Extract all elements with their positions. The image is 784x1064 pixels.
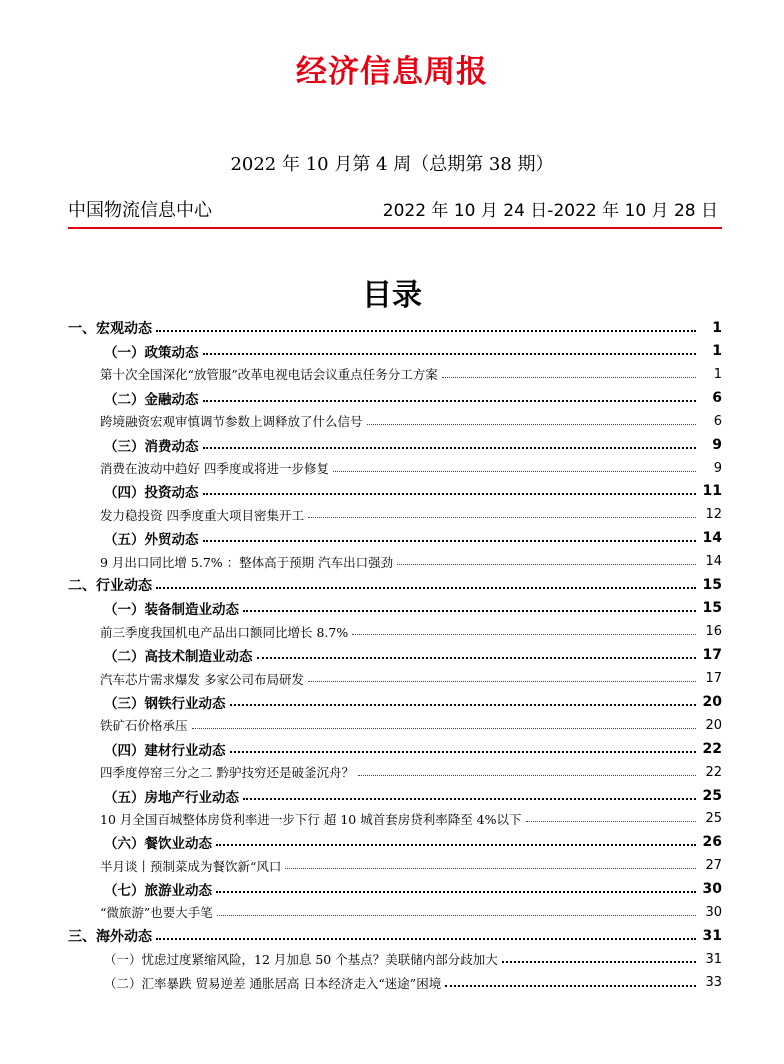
toc-entry-page: 33 — [705, 975, 722, 991]
toc-entry-page: 1 — [712, 319, 722, 336]
header-divider — [68, 227, 722, 229]
toc-entry[interactable] — [68, 316, 722, 339]
toc-dot-leader — [445, 985, 696, 987]
toc-entry-label: 半月谈丨预制菜成为餐饮新“风口 — [100, 858, 282, 874]
toc-dot-leader — [203, 540, 697, 542]
toc-entry-page: 25 — [705, 811, 722, 827]
toc-dot-leader — [217, 915, 696, 916]
toc-entry-label: 9 月出口同比增 5.7% ：整体高于预期 汽车出口强劲 — [100, 554, 394, 570]
toc-entry-label: （一）装备制造业动态 — [104, 602, 239, 619]
toc-dot-leader — [367, 424, 696, 425]
toc-entry-page: 20 — [702, 693, 722, 710]
toc-entry-page: 31 — [705, 951, 722, 967]
toc-entry[interactable] — [68, 339, 722, 362]
toc-entry[interactable] — [68, 550, 722, 573]
toc-entry-page: 30 — [702, 881, 722, 898]
toc-entry-label: 发力稳投资 四季度重大项目密集开工 — [100, 507, 304, 523]
toc-title: 目录 — [362, 278, 422, 313]
toc-entry[interactable] — [68, 877, 722, 900]
toc-dot-leader — [243, 798, 696, 800]
toc-entry[interactable] — [68, 643, 722, 666]
toc-dot-leader — [156, 938, 696, 940]
toc-dot-leader — [203, 353, 697, 355]
toc-entry-page: 9 — [712, 436, 722, 453]
toc-dot-leader — [203, 400, 697, 402]
toc-entry-page: 9 — [713, 460, 722, 476]
toc-entry[interactable] — [68, 901, 722, 924]
toc-entry-label: 前三季度我国机电产品出口额同比增长 8.7% — [100, 624, 349, 640]
toc-entry[interactable] — [68, 573, 722, 596]
toc-entry-page: 14 — [702, 530, 722, 547]
toc-entry-page: 12 — [705, 507, 722, 523]
toc-entry[interactable] — [68, 714, 722, 737]
toc-dot-leader — [333, 471, 696, 472]
toc-entry[interactable] — [68, 737, 722, 760]
toc-entry[interactable] — [68, 433, 722, 456]
table-of-contents — [68, 316, 722, 994]
toc-entry[interactable] — [68, 854, 722, 877]
toc-entry-label: （二）汇率暴跌 贸易逆差 通胀居高 日本经济走入“迷途”困境 — [104, 975, 442, 991]
toc-entry[interactable] — [68, 690, 722, 713]
toc-entry-page: 15 — [702, 600, 722, 617]
toc-dot-leader — [502, 961, 696, 963]
toc-dot-leader — [203, 447, 697, 449]
toc-entry-page: 31 — [702, 927, 722, 944]
toc-entry-label: 第十次全国深化“放管服”改革电视电话会议重点任务分工方案 — [100, 367, 438, 383]
toc-entry-page: 6 — [712, 389, 722, 406]
toc-entry-page: 16 — [705, 624, 722, 640]
toc-dot-leader — [230, 751, 697, 753]
toc-entry-label: （四）建材行业动态 — [104, 742, 226, 759]
toc-dot-leader — [216, 891, 696, 893]
toc-dot-leader — [358, 775, 696, 776]
toc-entry[interactable] — [68, 948, 722, 971]
toc-entry-page: 14 — [705, 554, 722, 570]
toc-entry-label: （五）房地产行业动态 — [104, 789, 239, 806]
toc-entry[interactable] — [68, 410, 722, 433]
toc-entry-label: 一、宏观动态 — [68, 320, 152, 337]
toc-entry-label: （七）旅游业动态 — [104, 883, 212, 900]
toc-entry-label: （四）投资动态 — [104, 485, 199, 502]
toc-entry-label: （三）钢铁行业动态 — [104, 695, 226, 712]
toc-entry-label: （五）外贸动态 — [104, 532, 199, 549]
toc-entry-page: 30 — [705, 904, 722, 920]
toc-dot-leader — [308, 681, 696, 682]
toc-dot-leader — [192, 728, 696, 729]
toc-entry-page: 15 — [702, 576, 722, 593]
issue-line: 2022 年 10 月第 4 周（总期第 38 期） — [230, 154, 554, 175]
toc-entry-label: （二）高技术制造业动态 — [104, 649, 253, 666]
toc-entry-label: 跨境融资宏观审慎调节参数上调释放了什么信号 — [100, 414, 363, 430]
toc-entry-page: 20 — [705, 717, 722, 733]
toc-entry[interactable] — [68, 807, 722, 830]
toc-dot-leader — [308, 517, 696, 518]
toc-entry[interactable] — [68, 386, 722, 409]
toc-entry-page: 17 — [705, 671, 722, 687]
toc-dot-leader — [156, 330, 696, 332]
toc-dot-leader — [526, 821, 696, 822]
toc-entry-page: 27 — [705, 858, 722, 874]
toc-entry-page: 1 — [713, 366, 722, 382]
toc-dot-leader — [230, 704, 697, 706]
toc-entry[interactable] — [68, 667, 722, 690]
toc-entry-label: （一）政策动态 — [104, 345, 199, 362]
toc-entry[interactable] — [68, 971, 722, 994]
toc-dot-leader — [216, 844, 696, 846]
toc-dot-leader — [243, 610, 696, 612]
toc-entry-label: 四季度停窑三分之二 黔驴技穷还是破釜沉舟？ — [100, 765, 354, 781]
toc-entry-page: 17 — [702, 647, 722, 664]
toc-entry-label: 二、行业动态 — [68, 577, 152, 594]
toc-dot-leader — [442, 377, 696, 378]
toc-entry-page: 1 — [712, 343, 722, 360]
organization-name: 中国物流信息中心 — [68, 200, 212, 221]
toc-entry-page: 6 — [713, 413, 722, 429]
toc-entry-page: 26 — [702, 834, 722, 851]
toc-entry-page: 22 — [702, 740, 722, 757]
toc-entry-label: （六）餐饮业动态 — [104, 836, 212, 853]
toc-dot-leader — [285, 868, 696, 869]
toc-entry[interactable] — [68, 831, 722, 854]
toc-entry-label: （二）金融动态 — [104, 391, 199, 408]
date-range: 2022 年 10 月 24 日-2022 年 10 月 28 日 — [382, 201, 718, 221]
toc-dot-leader — [352, 634, 696, 635]
toc-entry[interactable] — [68, 924, 722, 947]
toc-entry-page: 11 — [702, 483, 722, 500]
report-title: 经济信息周报 — [296, 54, 488, 90]
toc-dot-leader — [203, 493, 697, 495]
toc-entry[interactable] — [68, 760, 722, 783]
toc-dot-leader — [257, 657, 697, 659]
toc-entry-label: 铁矿石价格承压 — [100, 718, 188, 734]
toc-entry-label: （三）消费动态 — [104, 438, 199, 455]
toc-entry-label: 消费在波动中趋好 四季度或将进一步修复 — [100, 461, 329, 477]
toc-entry-label: （一）忧虑过度紧缩风险，12 月加息 50 个基点？美联储内部分歧加大 — [104, 952, 498, 968]
toc-entry-label: “微旅游”也要大手笔 — [100, 905, 213, 921]
toc-entry-label: 汽车芯片需求爆发 多家公司布局研发 — [100, 671, 304, 687]
toc-entry[interactable] — [68, 620, 722, 643]
toc-dot-leader — [156, 587, 696, 589]
toc-entry-label: 10 月全国百城整体房贷利率进一步下行 超 10 城首套房贷利率降至 4%以下 — [100, 811, 522, 827]
toc-entry[interactable] — [68, 527, 722, 550]
toc-entry[interactable] — [68, 503, 722, 526]
toc-entry[interactable] — [68, 597, 722, 620]
toc-entry[interactable] — [68, 784, 722, 807]
toc-entry-page: 22 — [705, 764, 722, 780]
toc-entry[interactable] — [68, 456, 722, 479]
toc-entry[interactable] — [68, 480, 722, 503]
toc-entry-page: 25 — [702, 787, 722, 804]
toc-entry[interactable] — [68, 363, 722, 386]
toc-dot-leader — [397, 564, 696, 565]
toc-entry-label: 三、海外动态 — [68, 928, 152, 945]
